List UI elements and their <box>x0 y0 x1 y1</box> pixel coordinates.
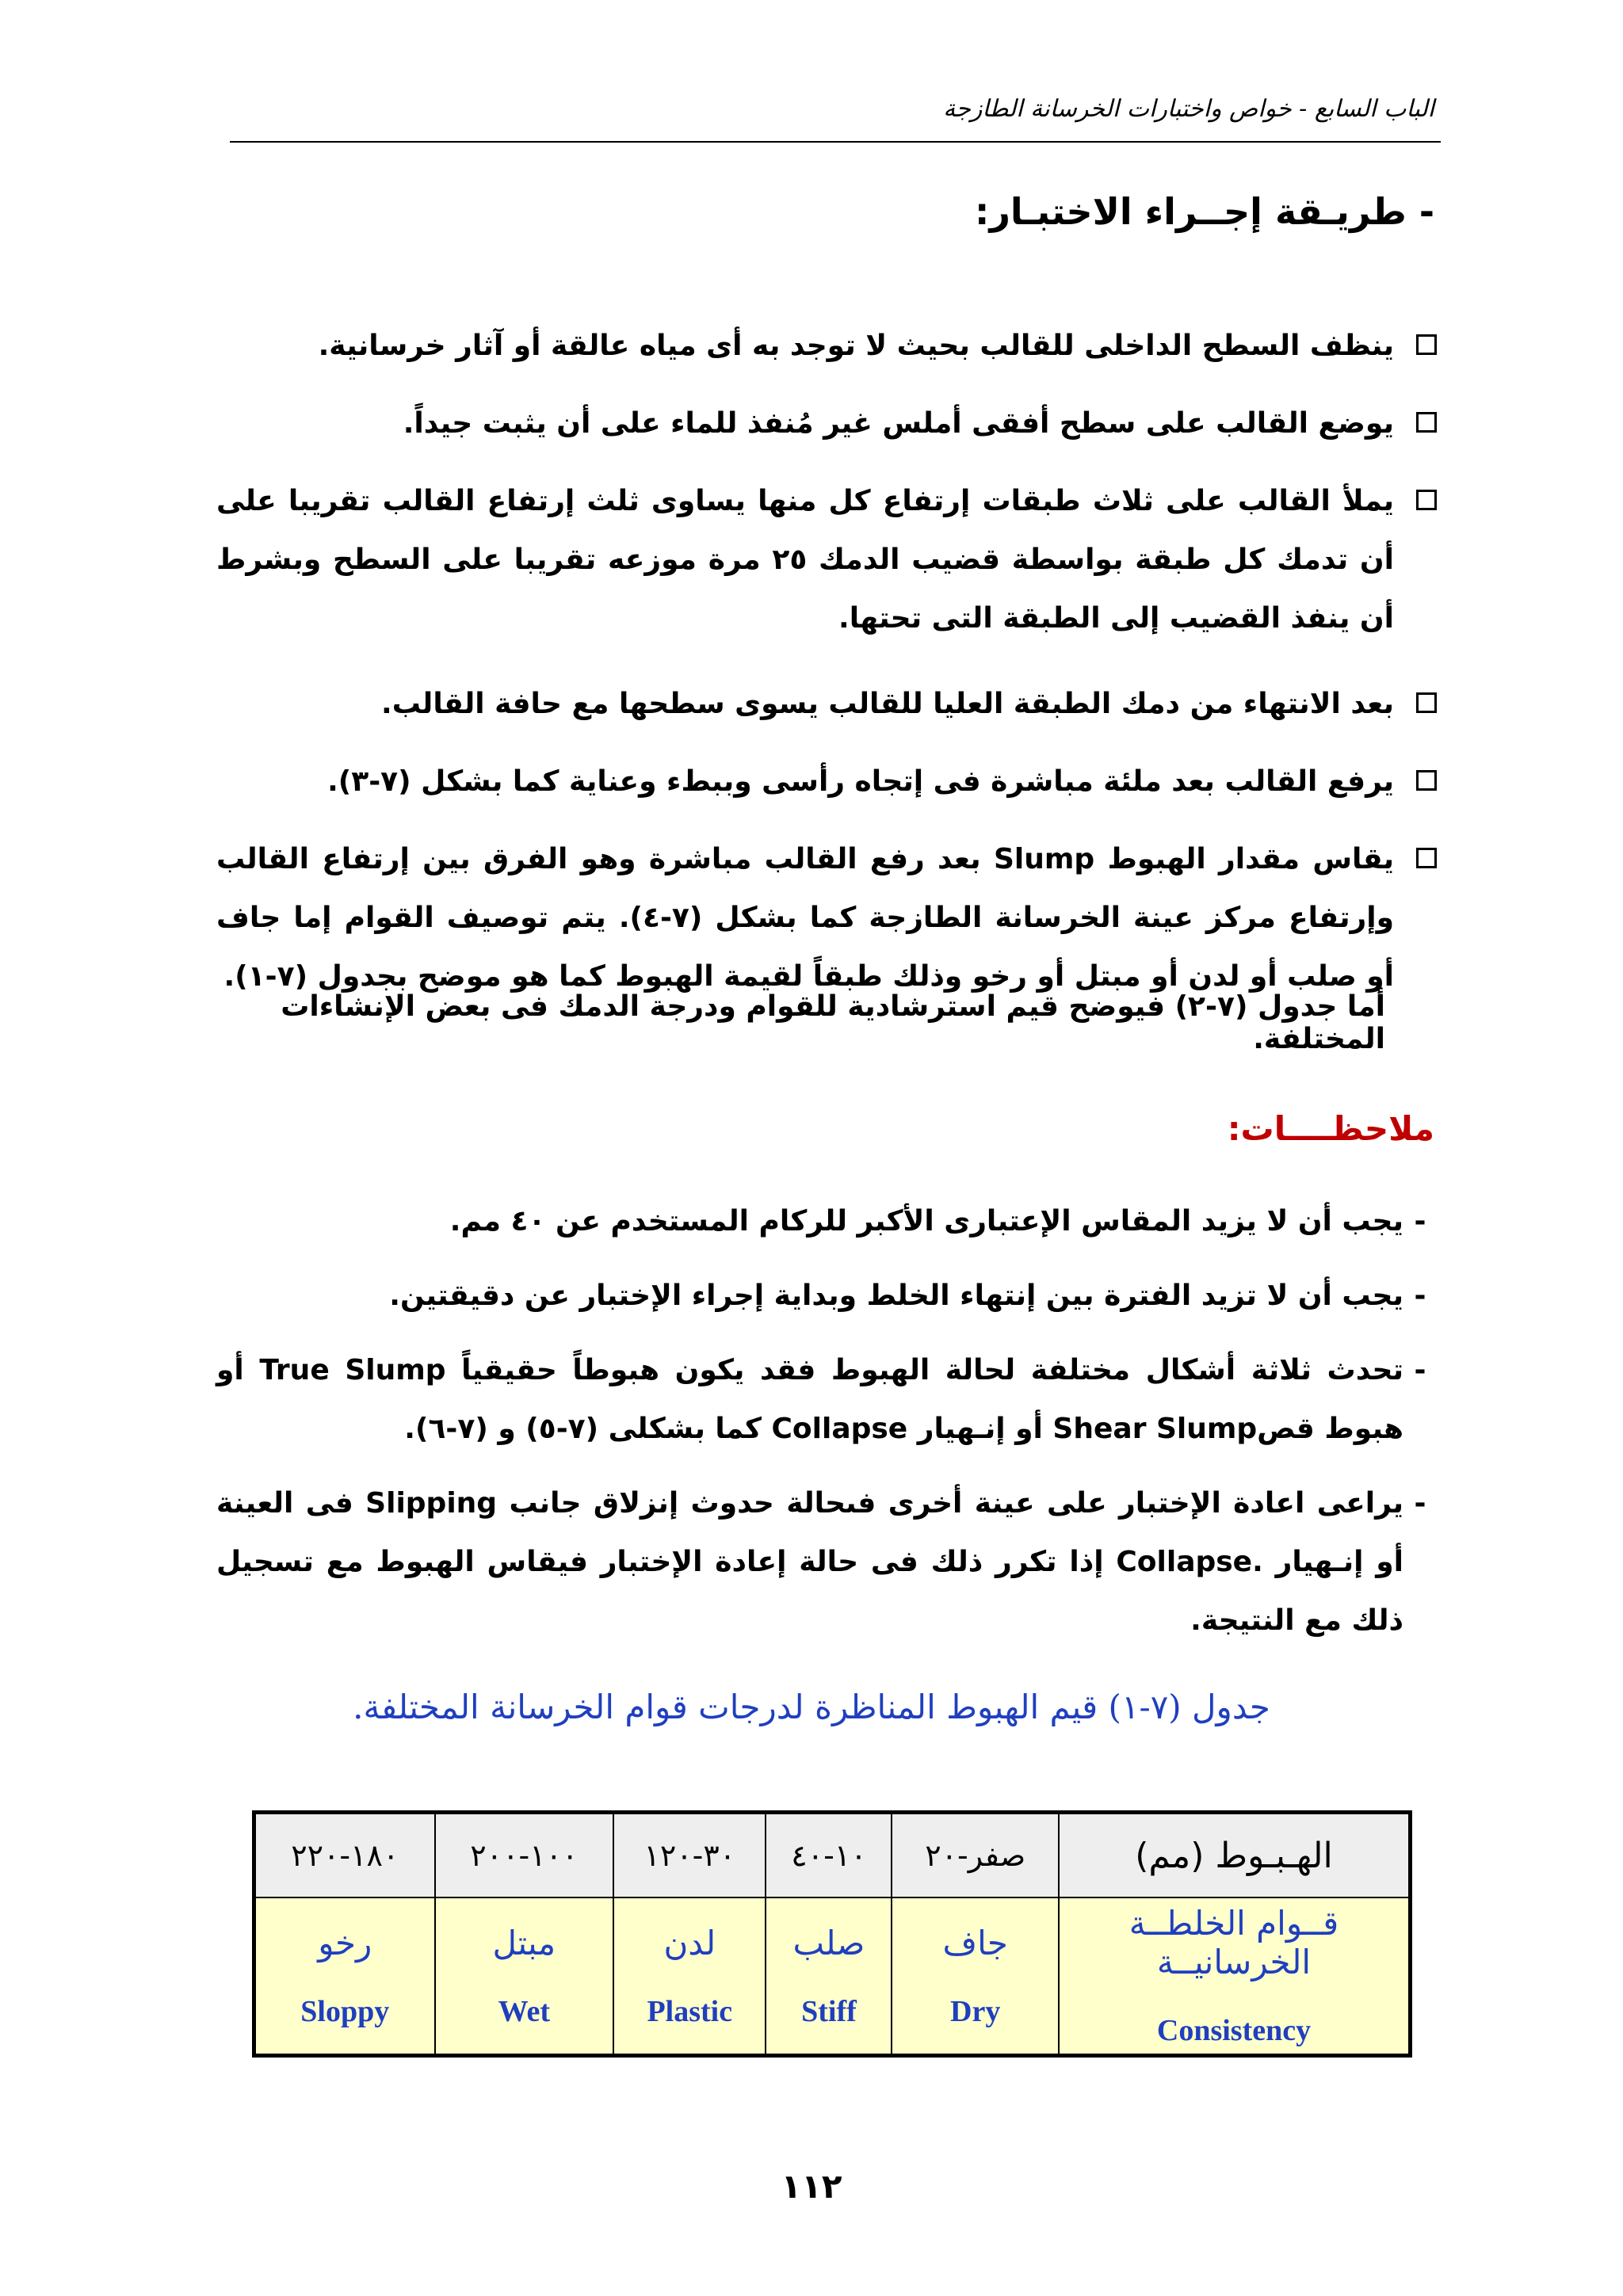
procedure-steps <box>216 317 1437 1020</box>
procedure-step <box>216 753 1437 830</box>
table-caption: جدول (٧-١) قيم الهبوط المناظرة لدرجات قوام الخرسانة المختلفة. <box>353 1688 1270 1726</box>
procedure-step-text: بعد الانتهاء من دمك الطبقة العليا للقالب يسوى سطحها مع حافة القالب. <box>381 688 1394 720</box>
note-item <box>216 1341 1437 1474</box>
procedure-step <box>216 472 1437 675</box>
running-header: الباب السابع - خواص واختبارات الخرسانة الطازجة <box>943 95 1434 123</box>
consistency-arabic: لدن <box>663 1923 716 1962</box>
row-label-english: Consistency <box>1156 2014 1312 2047</box>
table-header-label: الهـبـوط (مم) <box>1059 1813 1411 1898</box>
procedure-step <box>216 395 1437 472</box>
dash-bullet: - <box>1414 1280 1426 1312</box>
checkbox-bullet-icon <box>1416 848 1437 868</box>
procedure-step-text: يملأ القالب على ثلاث طبقات إرتفاع كل منها يساوى ثلث إرتفاع القالب تقريبا على أن تدمك كل طبقة بواسطة قضيب الدمك ٢٥ مرة موزعه تقريبا على السطح وبشرط أن ينفذ القضيب إلى الطبقة التى تحتها. <box>216 485 1394 635</box>
procedure-closing-note: أما جدول (٧-٢) فيوضح قيم استرشادية للقوام ودرجة الدمك فى بعض الإنشاءات المختلفة. <box>281 990 1385 1055</box>
checkbox-bullet-icon <box>1416 770 1437 791</box>
note-text: تحدث ثلاثة أشكال مختلفة لحالة الهبوط فقد يكون هبوطاً حقيقياً True Slump أو هبوط قصShear Slump أو إنـهيار Collapse كما بشكلى (٧-٥) و (٧-٦). <box>216 1354 1403 1445</box>
consistency-english: Dry <box>950 1994 1001 2028</box>
header-rule <box>230 141 1441 143</box>
table-cell-range: ١٨٠-٢٢٠ <box>254 1813 435 1898</box>
table-cell-range: ٣٠-١٢٠ <box>613 1813 766 1898</box>
table-header-row <box>254 1813 1411 1898</box>
note-item <box>216 1474 1437 1672</box>
slump-consistency-table <box>252 1810 1412 2058</box>
consistency-arabic: صلب <box>792 1923 865 1962</box>
dash-bullet: - <box>1414 1487 1426 1520</box>
page-number: ١١٢ <box>781 2167 842 2206</box>
dash-bullet: - <box>1414 1354 1426 1386</box>
notes-title: ملاحظــــات: <box>1227 1109 1434 1148</box>
table-cell-consistency <box>254 1897 435 2056</box>
consistency-english: Wet <box>498 1994 551 2028</box>
consistency-english: Stiff <box>801 1994 857 2028</box>
table-consistency-row <box>254 1897 1411 2056</box>
table-cell-consistency <box>613 1897 766 2056</box>
checkbox-bullet-icon <box>1416 490 1437 510</box>
notes-list <box>216 1192 1437 1672</box>
consistency-english: Sloppy <box>300 1994 390 2028</box>
procedure-step-text: يرفع القالب بعد ملئة مباشرة فى إتجاه رأسى وببطء وعناية كما بشكل (٧-٣). <box>327 765 1394 798</box>
procedure-step <box>216 317 1437 395</box>
table-cell-range: صفر-٢٠ <box>892 1813 1059 1898</box>
consistency-arabic: رخو <box>318 1923 372 1962</box>
table-cell-consistency <box>435 1897 614 2056</box>
table-cell-consistency <box>892 1897 1059 2056</box>
table-cell-range: ١٠-٤٠ <box>766 1813 892 1898</box>
row-label-arabic: قــوام الخلطــة الخرسانيــة <box>1128 1904 1339 1981</box>
procedure-step <box>216 675 1437 753</box>
consistency-arabic: مبتل <box>492 1923 556 1962</box>
consistency-arabic: جاف <box>942 1923 1008 1962</box>
note-text: يراعى اعادة الإختبار على عينة أخرى فىحالة حدوث إنزلاق جانب Slipping فى العينة أو إنـهيار .Collapse إذا تكرر ذلك فى حالة إعادة الإختبار فيقاس الهبوط مع تسجيل ذلك مع النتيجة. <box>216 1487 1403 1637</box>
procedure-step-text: ينظف السطح الداخلى للقالب بحيث لا توجد به أى مياه عالقة أو آثار خرسانية. <box>318 330 1394 362</box>
procedure-title: - طريـقة إجــراء الاختبـار: <box>975 190 1434 233</box>
procedure-step-text: يقاس مقدار الهبوط Slump بعد رفع القالب مباشرة وهو الفرق بين إرتفاع القالب وإرتفاع مركز عينة الخرسانة الطازجة كما بشكل (٧-٤). يتم توصيف القوام إما جاف أو صلب أو لدن أو مبتل أو رخو وذلك طبقاً لقيمة الهبوط كما هو موضح بجدول (٧-١). <box>216 843 1395 993</box>
checkbox-bullet-icon <box>1416 334 1437 355</box>
checkbox-bullet-icon <box>1416 412 1437 433</box>
table-row-label <box>1059 1897 1411 2056</box>
note-text: يجب أن لا تزيد الفترة بين إنتهاء الخلط وبداية إجراء الإختبار عن دقيقتين. <box>389 1280 1403 1312</box>
table-cell-consistency <box>766 1897 892 2056</box>
dash-bullet: - <box>1414 1205 1426 1238</box>
consistency-english: Plastic <box>647 1994 733 2028</box>
procedure-step-text: يوضع القالب على سطح أفقى أملس غير مُنفذ للماء على أن يثبت جيداً. <box>403 407 1394 440</box>
note-item <box>216 1267 1437 1341</box>
note-item <box>216 1192 1437 1267</box>
checkbox-bullet-icon <box>1416 692 1437 713</box>
table-cell-range: ١٠٠-٢٠٠ <box>435 1813 614 1898</box>
note-text: يجب أن لا يزيد المقاس الإعتبارى الأكبر للركام المستخدم عن ٤٠ مم. <box>449 1205 1403 1238</box>
